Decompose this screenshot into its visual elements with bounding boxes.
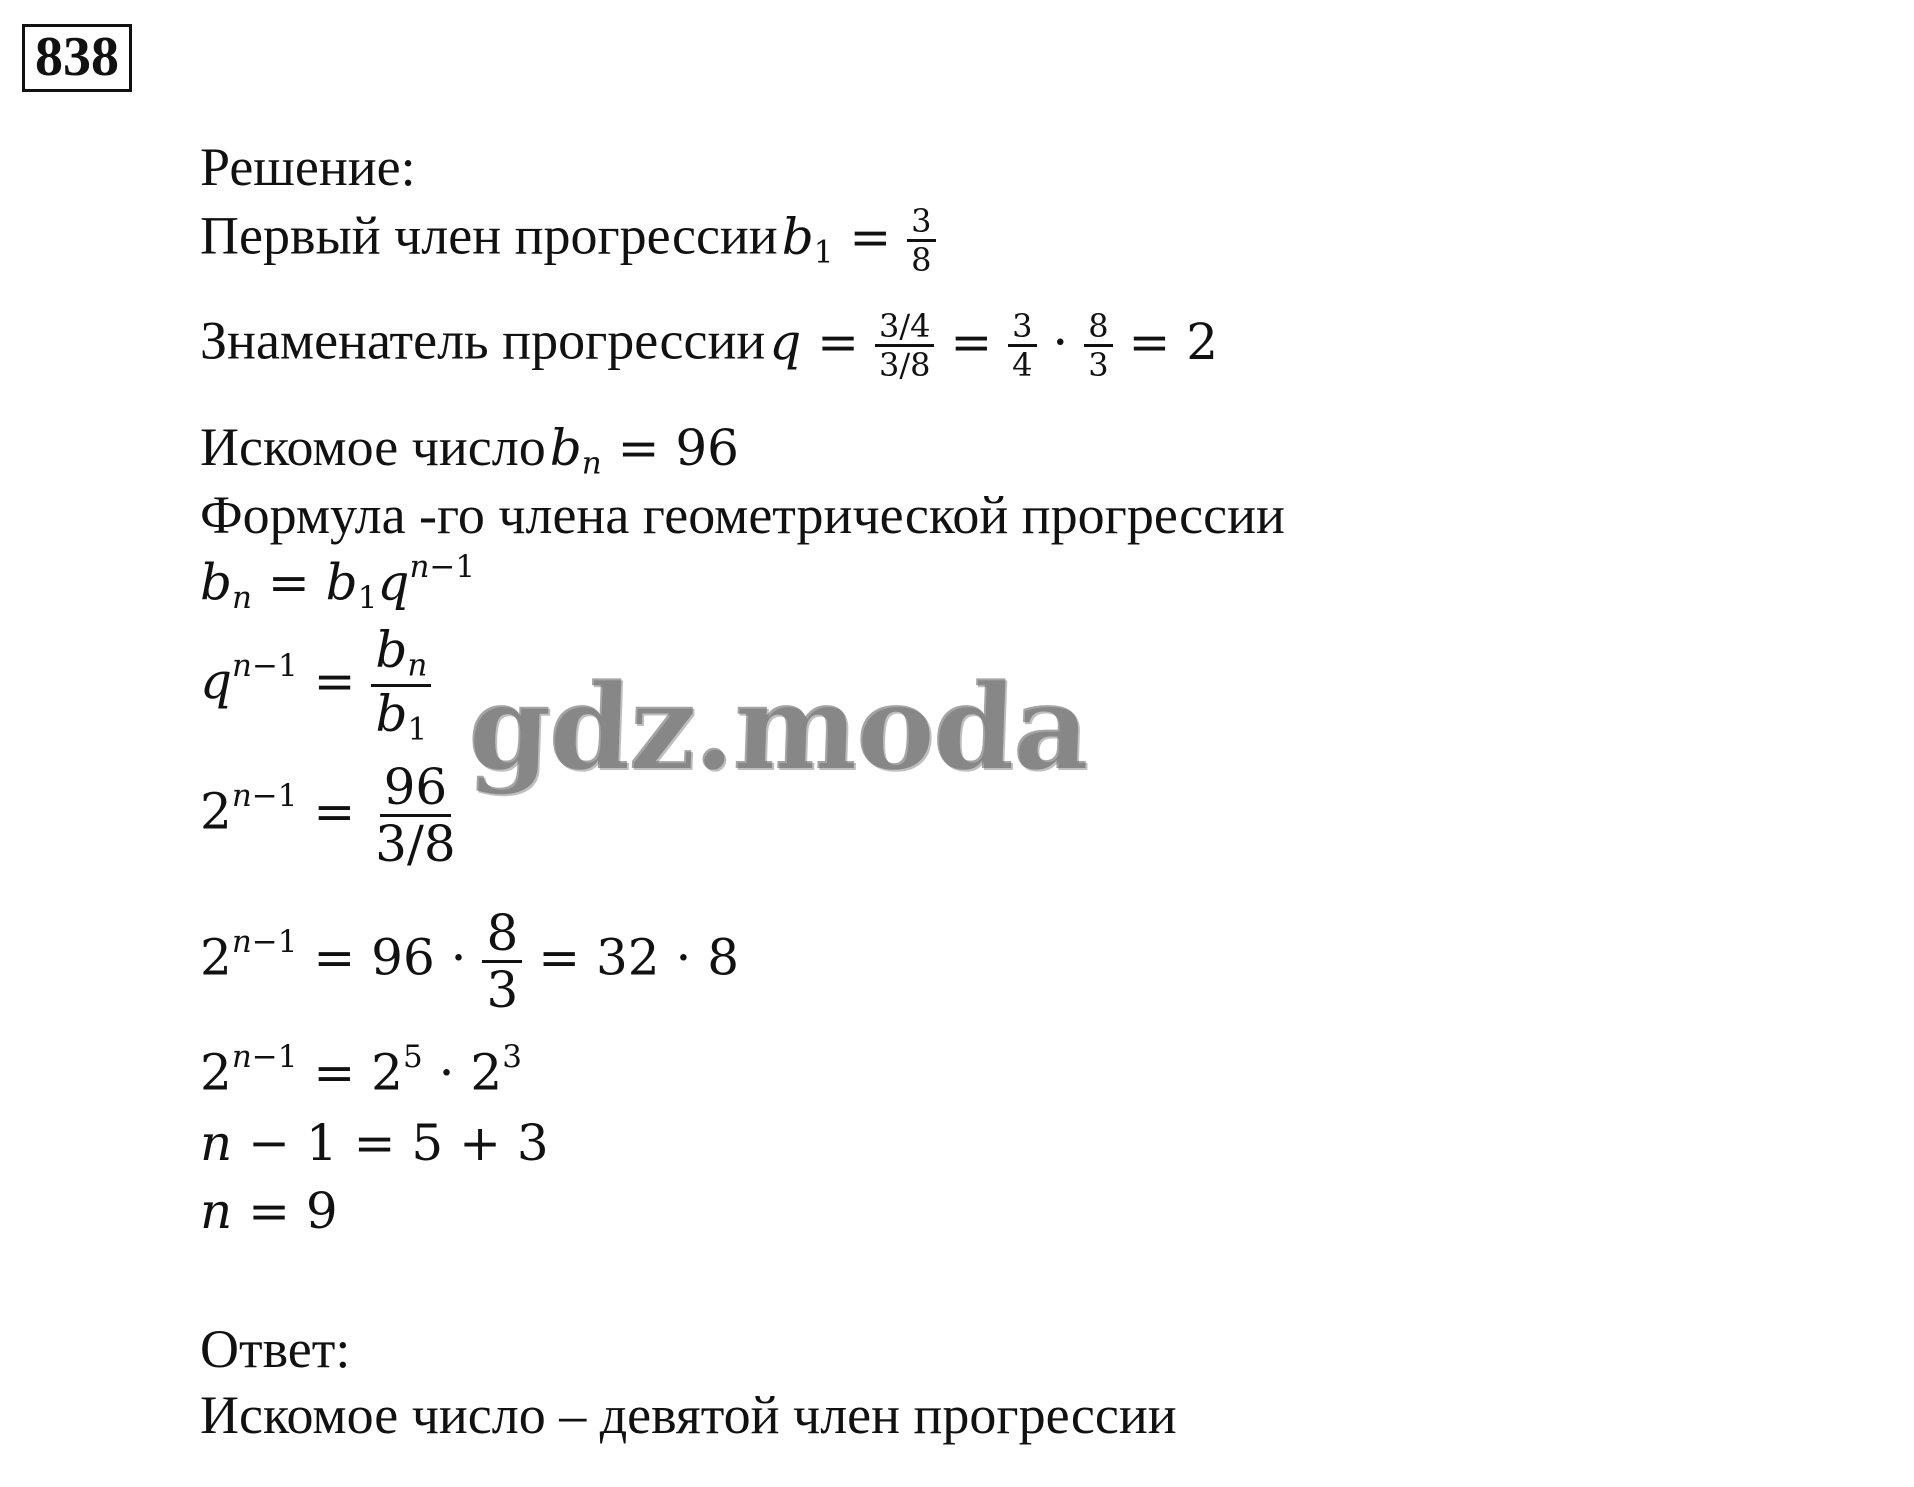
formula-result: n = 9	[200, 1182, 338, 1240]
ratio-formula: q = $\frac{3/4}{3/8}$ = $\frac{3}{4}$ · $\frac{8}{3}$ = 2	[769, 307, 1219, 384]
formula-step-5: n − 1 = 5 + 3	[200, 1114, 549, 1172]
solution-label: Решение:	[200, 137, 416, 197]
formula-heading: Формула -го члена геометрической прогрессии	[200, 485, 1285, 545]
answer-label: Ответ:	[200, 1319, 351, 1379]
problem-number: 838	[22, 24, 132, 92]
formula-step-4: $2^{n-1} = 2^5 \cdot 2^3$	[200, 1039, 522, 1102]
first-term-formula: $b_1$ = $\frac{3}{8}$	[782, 208, 936, 266]
sought-line	[200, 417, 739, 482]
ratio-line	[200, 307, 1219, 384]
ratio-text: Знаменатель прогрессии	[200, 310, 766, 371]
answer-text: Искомое число – девятой член прогрессии	[200, 1385, 1177, 1445]
formula-step-2: $2^{n-1}$ = $\frac{96}{3/8}$	[200, 758, 456, 873]
sought-formula: bn = 96	[549, 419, 739, 482]
formula-step-3: $2^{n-1} = 96$ · $\frac{8}{3}$ = 32 · 8	[200, 904, 740, 1019]
formula-general: bn = $b_1q^{n-1}$	[200, 549, 476, 616]
first-term-text: Первый член прогрессии	[200, 205, 778, 266]
first-term-line	[200, 202, 936, 279]
watermark-logo: gdz.moda	[465, 657, 1091, 796]
sought-text: Искомое число	[200, 417, 546, 477]
formula-step-1: $q^{n-1}$ = $\frac{bn}{b_1}$	[200, 625, 431, 745]
